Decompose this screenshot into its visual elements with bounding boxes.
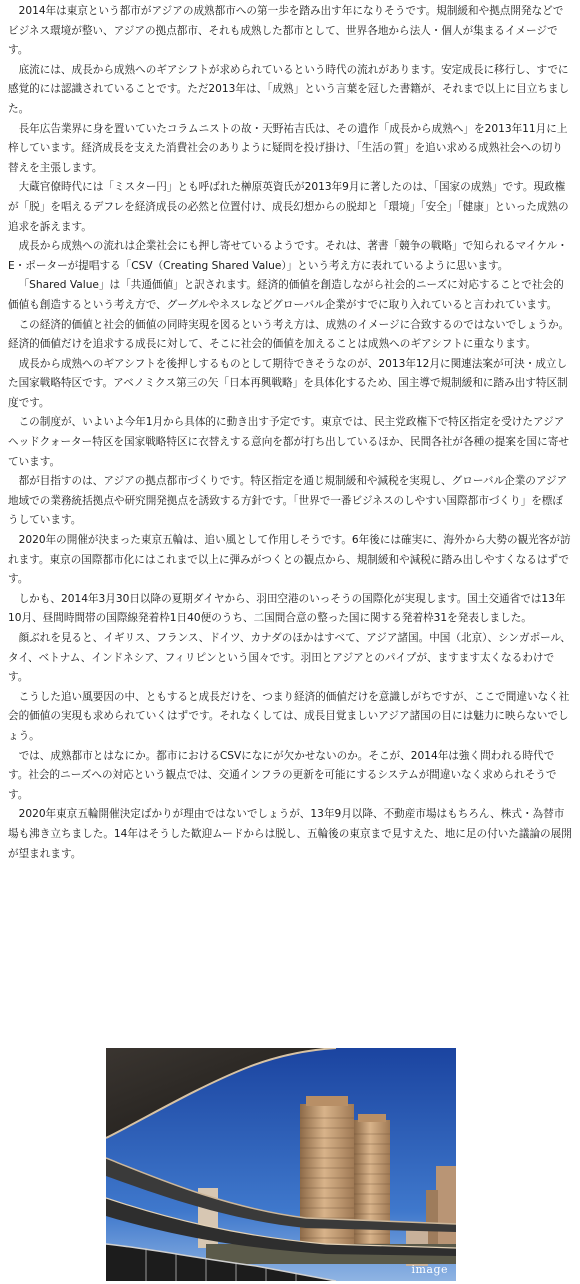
paragraph: では、成熟都市とはなにか。都市におけるCSVになにが欠かせないのか。そこが、2014年は強く問われる時代です。社会的ニーズへの対応という観点では、交通インフラの更新を可能にするシステムが間違いなく求められそうです。 bbox=[8, 749, 557, 801]
photo-caption: image bbox=[411, 1263, 448, 1276]
article-body bbox=[8, 2, 572, 864]
paragraph: この経済的価値と社会的価値の同時実現を図るという考え方は、成熟のイメージに合致するのではないでしょうか。経済的価値だけを追求する成長に対して、そこに社会的価値を加えることは成熟へのギアシフトに重なります。 bbox=[8, 318, 570, 351]
paragraph: 大蔵官僚時代には「ミスター円」とも呼ばれた榊原英資氏が2013年9月に著したのは、「国家の成熟」です。現政権が「脱」を唱えるデフレを経済成長の必然と位置付け、成長幻想からの脱却と「環境」「安全」「健康」といった成熟の追求を訴えます。 bbox=[8, 181, 569, 233]
paragraph: 成長から成熟への流れは企業社会にも押し寄せているようです。それは、著書「競争の戦略」で知られるマイケル・E・ポーターが提唱する「CSV（Creating Shared Value）」という考え方に表れているように思います。 bbox=[8, 240, 568, 272]
paragraph: 都が目指すのは、アジアの拠点都市づくりです。特区指定を通じ規制緩和や減税を実現し、グローバル企業のアジア地域での業務統括拠点や研究開発拠点を誘致する方針です。「世界で一番ビジネスのしやすい国際都市づくり」を標ぼうしています。 bbox=[8, 475, 568, 527]
paragraph: 2014年は東京という都市がアジアの成熟都市への第一歩を踏み出す年になりそうです。規制緩和や拠点開発などでビジネス環境が整い、アジアの拠点都市、それも成熟した都市として、世界各地から法人・個人が集まるイメージです。 bbox=[8, 5, 564, 57]
paragraph: 底流には、成長から成熟へのギアシフトが求められているという時代の流れがあります。安定成長に移行し、すでに感覚的には認識されていることです。ただ2013年は、「成熟」という言葉を冠した書籍が、それまで以上に目立ちました。 bbox=[8, 63, 570, 115]
paragraph: 2020年東京五輪開催決定ばかりが理由ではないでしょうが、13年9月以降、不動産市場はもちろん、株式・為替市場も沸き立ちました。14年はそうした歓迎ムードからは脱し、五輪後の東京まで見すえた、地に足の付いた議論の展開が望まれます。 bbox=[8, 808, 572, 860]
paragraph: 顔ぶれを見ると、イギリス、フランス、ドイツ、カナダのほかはすべて、アジア諸国。中国（北京）、シンガポール、タイ、ベトナム、インドネシア、フィリピンという国々です。羽田とアジアとのパイプが、ますます太くなるわけです。 bbox=[8, 632, 571, 684]
paragraph: 「Shared Value」は「共通価値」と訳されます。経済的価値を創造しながら社会的ニーズに対応することで社会的価値も創造するという考え方で、グーグルやネスレなどグローバル企業がすでに取り入れていると言われています。 bbox=[8, 279, 564, 311]
paragraph: こうした追い風要因の中、ともすると成長だけを、つまり経済的価値だけを意識しがちですが、ここで間違いなく社会的価値の実現も求められていくはずです。それなくしては、成長目覚ましいアジア諸国の目には魅力に映らないでしょう。 bbox=[8, 690, 570, 742]
paragraph: この制度が、いよいよ今年1月から具体的に動き出す予定です。東京では、民主党政権下で特区指定を受けたアジアヘッドクォーター特区を国家戦略特区に衣替えする意向を都が打ち出しているほか、民間各社が各種の提案を国に寄せています。 bbox=[8, 416, 569, 468]
paragraph: 成長から成熟へのギアシフトを後押しするものとして期待できそうなのが、2013年12月に関連法案が可決・成立した国家戦略特区です。アベノミクス第三の矢「日本再興戦略」を具体化するため、国主導で規制緩和に踏み出す特区制度です。 bbox=[8, 357, 568, 409]
tower-left bbox=[300, 1096, 354, 1264]
paragraph: 長年広告業界に身を置いていたコラムニストの故・天野祐吉氏は、その遺作「成長から成熟へ」を2013年11月に上梓しています。経済成長を支えた消費社会のありように疑問を投げ掛け、「生活の質」を追い求める成熟社会への切り替えを主張します。 bbox=[8, 122, 568, 174]
photo-illustration bbox=[106, 1048, 456, 1281]
tower-right bbox=[354, 1114, 390, 1264]
paragraph: しかも、2014年3月30日以降の夏期ダイヤから、羽田空港のいっそうの国際化が実現します。国土交通省では13年10月、昼間時間帯の国際線発着枠1日40便のうち、二国間合意の整った国に関する発着枠31を発表しました。 bbox=[8, 592, 566, 625]
city-highway-photo bbox=[106, 1048, 456, 1281]
paragraph: 2020年の開催が決まった東京五輪は、追い風として作用しそうです。6年後には確実に、海外から大勢の観光客が訪れます。東京の国際都市化にはこれまで以上に弾みがつくとの観点から、規制緩和や減税に踏み出しやすくなるはずです。 bbox=[8, 534, 571, 586]
